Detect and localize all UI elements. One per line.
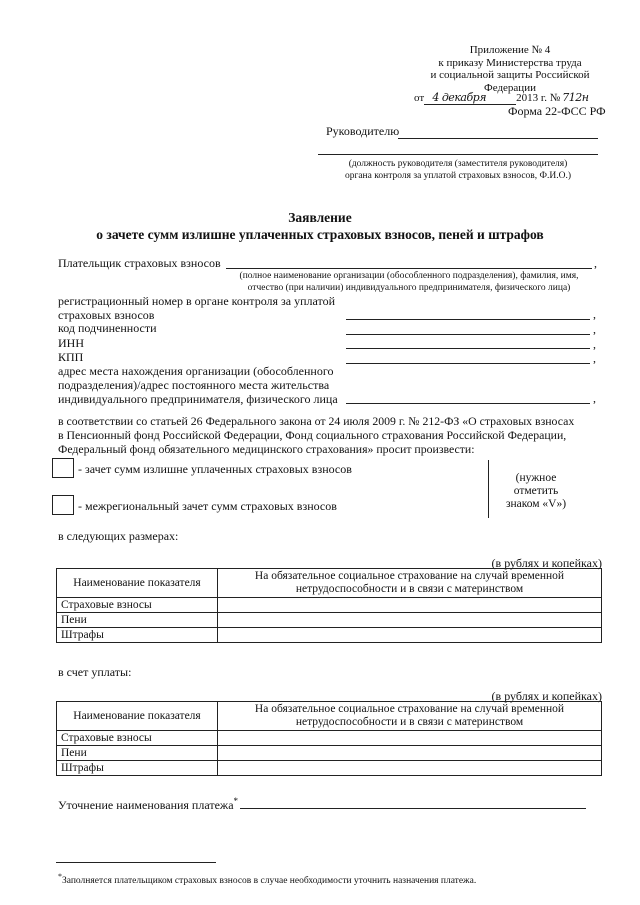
amounts-col2-header: На обязательное социальное страхование на случай временной нетрудоспособности и в связи с материнством (218, 569, 602, 598)
address-comma: , (593, 391, 596, 405)
addr-line1: адрес места нахождения организации (обособленного (58, 364, 334, 378)
document-title (0, 209, 640, 243)
amounts-cell[interactable] (218, 628, 602, 643)
amounts-label: в следующих размерах: (58, 529, 179, 543)
date-handwritten: 4 декабря (424, 91, 494, 105)
inn-comma: , (593, 337, 596, 351)
table-row (57, 746, 602, 761)
amounts-table (56, 568, 602, 643)
date-prefix: от (414, 92, 425, 104)
kpp-label: КПП (58, 350, 84, 364)
addressee-label: Руководителю (326, 124, 400, 138)
year-text: 2013 г. № (516, 92, 561, 104)
appendix-header (420, 44, 600, 94)
title-line1: Заявление (288, 210, 352, 225)
table-row (57, 613, 602, 628)
basis-paragraph (58, 414, 608, 456)
amounts-row-label: Пени (57, 613, 218, 628)
payment-header-row (57, 702, 602, 731)
payment-row-label: Пени (57, 746, 218, 761)
table-row (57, 598, 602, 613)
payer-caption (226, 270, 592, 294)
note-line2: отметить (513, 485, 559, 497)
appendix-line2: к приказу Министерства труда (438, 56, 582, 69)
sub-code-line (346, 334, 590, 335)
addressee-caption-line1: (должность руководителя (заместителя руководителя) (348, 159, 568, 169)
note-line3: знаком «V») (505, 498, 567, 510)
reg-line2: страховых взносов (58, 308, 155, 322)
title-line2: о зачете сумм излишне уплаченных страховых взносов, пеней и штрафов (96, 227, 544, 242)
amounts-cell[interactable] (218, 598, 602, 613)
interregional-option-label: - межрегиональный зачет сумм страховых взносов (78, 499, 337, 513)
sub-code-comma: , (593, 322, 596, 336)
address-label (58, 364, 338, 406)
footnote-divider (56, 862, 216, 863)
footnote-mark: * (58, 872, 62, 881)
clarification-text: Уточнение наименования платежа (58, 798, 234, 812)
addressee-line-2 (318, 154, 598, 155)
appendix-date-row (414, 91, 604, 105)
sub-code-label: код подчиненности (58, 321, 157, 335)
reg-number-label (58, 294, 335, 322)
payment-row-label: Страховые взносы (57, 731, 218, 746)
addressee-caption-line2: органа контроля за уплатой страховых взносов, Ф.И.О.) (344, 171, 572, 181)
table-row (57, 628, 602, 643)
table-row (57, 761, 602, 776)
offset-option-label: - зачет сумм излишне уплаченных страховых взносов (78, 462, 352, 476)
payment-col2-header: На обязательное социальное страхование на случай временной нетрудоспособности и в связи с материнством (218, 702, 602, 731)
options-divider (488, 460, 489, 518)
clarification-mark: * (233, 796, 239, 806)
footnote (58, 871, 618, 887)
form-name: Форма 22-ФСС РФ (508, 104, 606, 118)
addressee-line-1 (398, 138, 598, 139)
reg-line1: регистрационный номер в органе контроля за уплатой (58, 294, 336, 308)
inn-line (346, 348, 590, 349)
payment-row-label: Штрафы (57, 761, 218, 776)
options-note (496, 472, 576, 511)
amounts-col1-header: Наименование показателя (57, 569, 218, 598)
payer-label: Плательщик страховых взносов (58, 256, 221, 270)
payer-caption-line1: (полное наименование организации (обособленного подразделения), фамилия, имя, (239, 271, 579, 281)
inn-label: ИНН (58, 336, 84, 350)
address-line (346, 403, 590, 404)
addr-line3: индивидуального предпринимателя, физического лица (58, 392, 338, 406)
appendix-line3: и социальной защиты Российской (430, 69, 590, 81)
reg-number-line (346, 319, 590, 320)
payer-line (226, 268, 592, 269)
basis-line3: Федеральный фонд обязательного медицинского страхования» просит произвести: (58, 442, 475, 456)
footnote-text: Заполняется плательщиком страховых взносов в случае необходимости уточнить назначения платежа. (62, 876, 477, 887)
basis-line2: в Пенсионный фонд Российской Федерации, Фонд социального страхования Российской Федерации, (58, 428, 567, 442)
amounts-cell[interactable] (218, 613, 602, 628)
payment-table (56, 701, 602, 776)
interregional-offset-checkbox[interactable] (52, 495, 74, 515)
reg-comma: , (593, 307, 596, 321)
amounts-row-label: Страховые взносы (57, 598, 218, 613)
number-handwritten: 712н (562, 91, 589, 104)
amounts-row-label: Штрафы (57, 628, 218, 643)
kpp-line (346, 363, 590, 364)
table-row (57, 731, 602, 746)
appendix-line4: Федерации (484, 81, 536, 94)
addressee-caption (318, 158, 598, 182)
offset-checkbox[interactable] (52, 458, 74, 478)
basis-line1: в соответствии со статьей 26 Федерального закона от 24 июля 2009 г. № 212-ФЗ «О страховых взносах (58, 414, 575, 428)
payment-cell[interactable] (218, 761, 602, 776)
appendix-line1: Приложение № 4 (469, 44, 551, 56)
clarification-line[interactable] (240, 808, 586, 809)
amounts-unit: (в рублях и копейках) (491, 556, 602, 570)
payment-cell[interactable] (218, 746, 602, 761)
addr-line2: подразделения)/адрес постоянного места жительства (58, 378, 330, 392)
kpp-comma: , (593, 351, 596, 365)
clarification-label (58, 796, 238, 813)
note-line1: (нужное (515, 472, 557, 484)
payment-label: в счет уплаты: (58, 665, 132, 679)
amounts-header-row (57, 569, 602, 598)
payer-caption-line2: отчество (при наличии) индивидуального предпринимателя, физического лица) (247, 283, 571, 293)
payment-unit: (в рублях и копейках) (491, 689, 602, 703)
payment-cell[interactable] (218, 731, 602, 746)
payment-col1-header: Наименование показателя (57, 702, 218, 731)
payer-comma: , (594, 256, 597, 270)
